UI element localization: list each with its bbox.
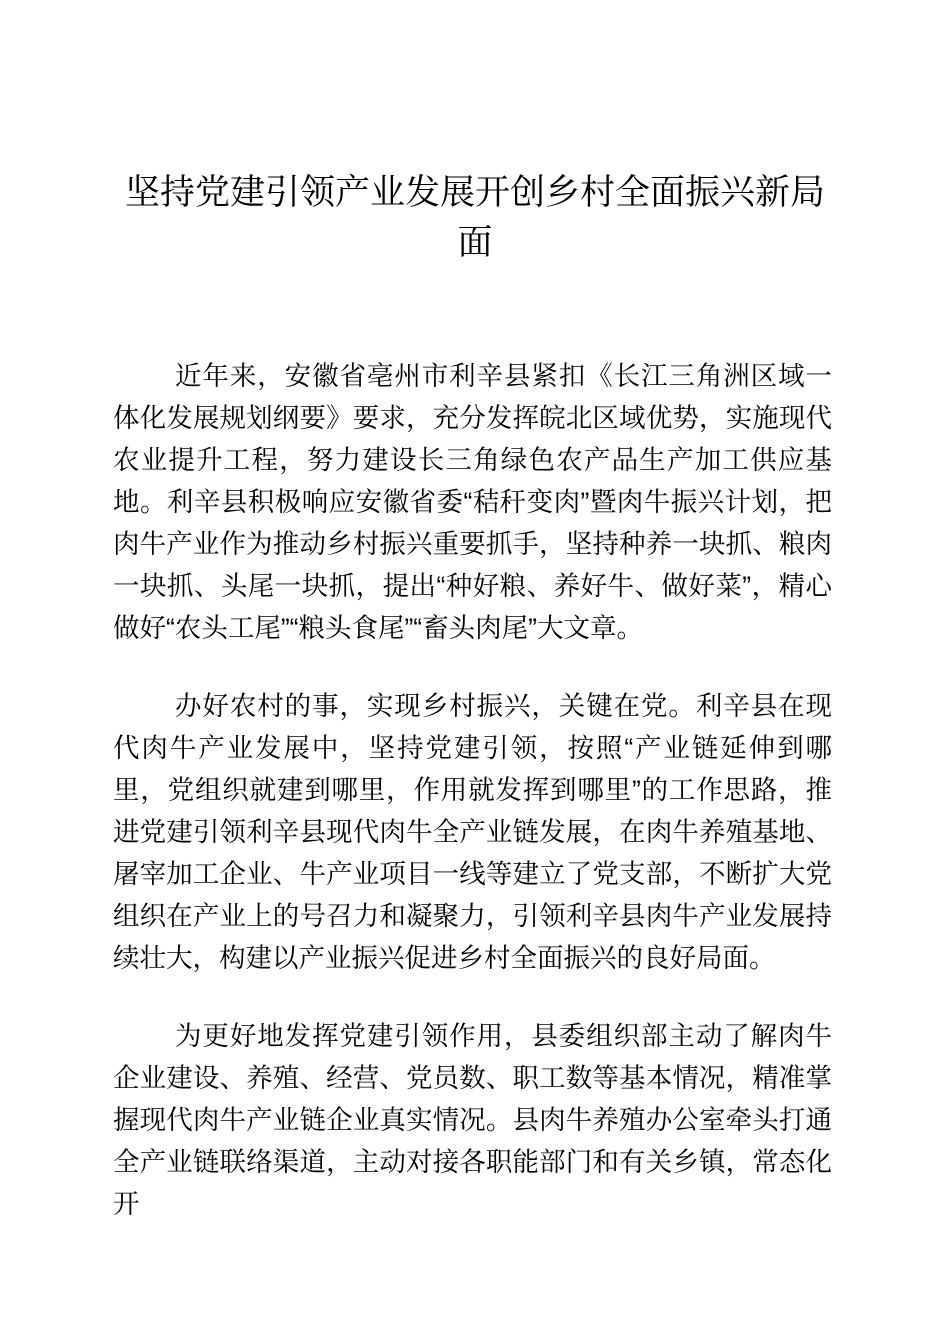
paragraph-2: 办好农村的事，实现乡村振兴，关键在党。利辛县在现代肉牛产业发展中，坚持党建引领，按照“产业链延伸到哪里，党组织就建到哪里，作用就发挥到哪里”的工作思路，推进党建引领利辛县现代肉牛全产业链发展，在肉牛养殖基地、屠宰加工企业、牛产业项目一线等建立了党支部，不断扩大党组织在产业上的号召力和凝聚力，引领利辛县肉牛产业发展持续壮大，构建以产业振兴促进乡村全面振兴的良好局面。 xyxy=(113,691,832,973)
document-title: 坚持党建引领产业发展开创乡村全面振兴新局面 xyxy=(124,173,825,262)
paragraph-1: 近年来，安徽省亳州市利辛县紧扣《长江三角洲区域一体化发展规划纲要》要求，充分发挥皖北区域优势，实施现代农业提升工程，努力建设长三角绿色农产品生产加工供应基地。利辛县积极响应安徽省委“秸秆变肉”暨肉牛振兴计划，把肉牛产业作为推动乡村振兴重要抓手，坚持种养一块抓、粮肉一块抓、头尾一块抓，提出“种好粮、养好牛、做好菜”，精心做好“农头工尾”“粮头食尾”“畜头肉尾”大文章。 xyxy=(113,361,832,643)
document-body xyxy=(113,355,832,1225)
paragraph-3: 为更好地发挥党建引领作用，县委组织部主动了解肉牛企业建设、养殖、经营、党员数、职工数等基本情况，精准掌握现代肉牛产业链企业真实情况。县肉牛养殖办公室牵头打通全产业链联络渠道，主动对接各职能部门和有关乡镇，常态化开 xyxy=(113,1021,832,1219)
